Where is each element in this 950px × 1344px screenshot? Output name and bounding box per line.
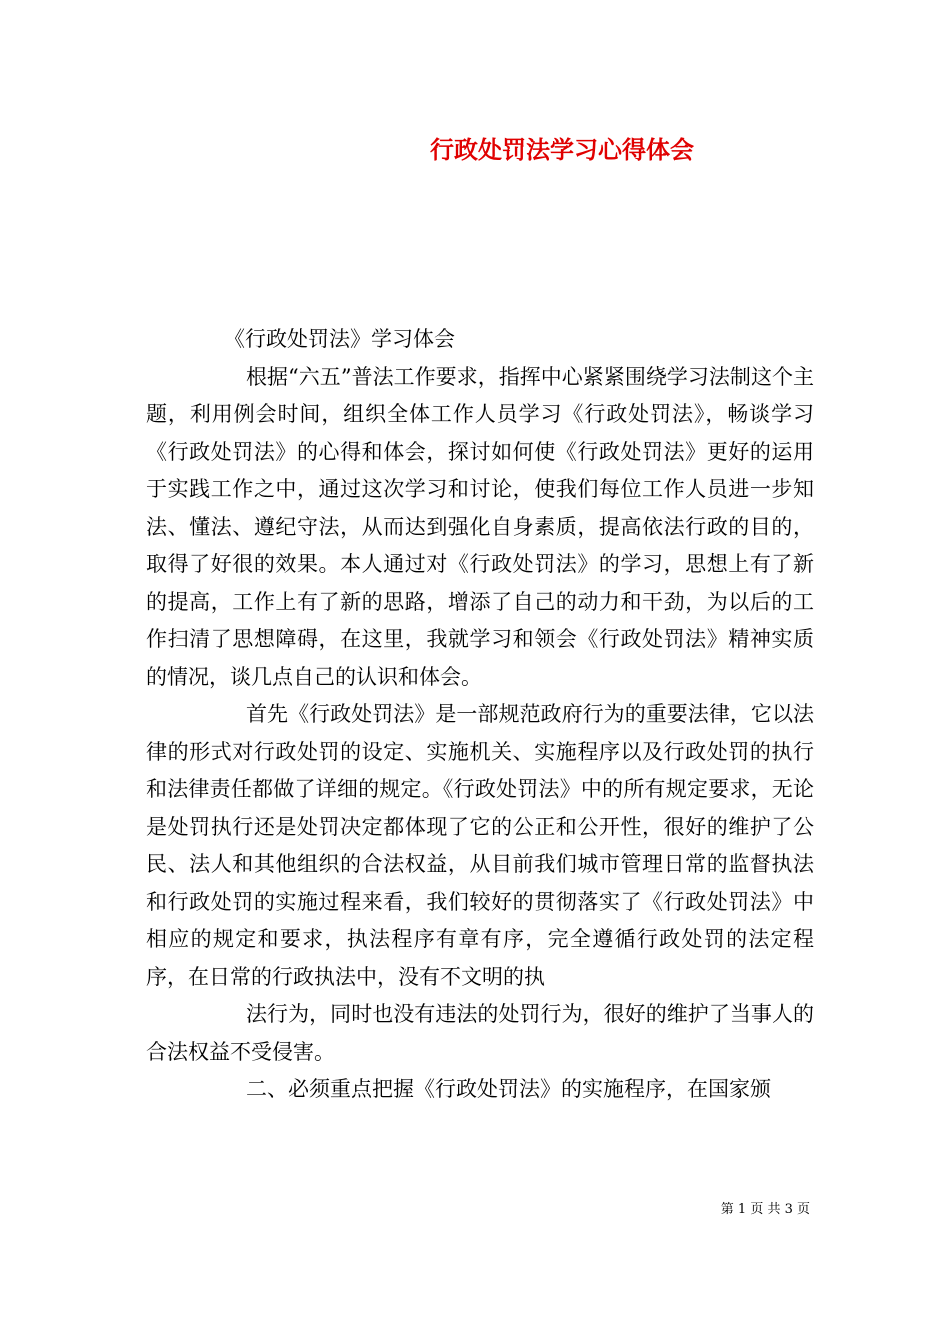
paragraph-4: 二、必须重点把握《行政处罚法》的实施程序，在国家颁	[246, 1077, 771, 1101]
section-heading: 《行政处罚法》学习体会	[224, 327, 455, 351]
document-body	[146, 321, 814, 1109]
paragraph-3: 法行为，同时也没有违法的处罚行为，很好的维护了当事人的合法权益不受侵害。	[146, 1002, 814, 1064]
paragraph-2: 首先《行政处罚法》是一部规范政府行为的重要法律，它以法律的形式对行政处罚的设定、实施机关、实施程序以及行政处罚的执行和法律责任都做了详细的规定。《行政处罚法》中的所有规定要求，无论是处罚执行还是处罚决定都体现了它的公正和公开性，很好的维护了公民、法人和其他组织的合法权益，从目前我们城市管理日常的监督执法和行政处罚的实施过程来看，我们较好的贯彻落实了《行政处罚法》中相应的规定和要求，执法程序有章有序，完全遵循行政处罚的法定程序，在日常的行政执法中，没有不文明的执	[146, 702, 814, 989]
page-number: 第 1 页 共 3 页	[720, 1202, 810, 1217]
document-title: 行政处罚法学习心得体会	[430, 135, 694, 164]
paragraph-1: 根据“六五”普法工作要求，指挥中心紧紧围绕学习法制这个主题，利用例会时间，组织全体工作人员学习《行政处罚法》，畅谈学习《行政处罚法》的心得和体会，探讨如何使《行政处罚法》更好的运用于实践工作之中，通过这次学习和讨论，使我们每位工作人员进一步知法、懂法、遵纪守法，从而达到强化自身素质，提高依法行政的目的，取得了好很的效果。本人通过对《行政处罚法》的学习，思想上有了新的提高，工作上有了新的思路，增添了自己的动力和干劲，为以后的工作扫清了思想障碍，在这里，我就学习和领会《行政处罚法》精神实质的情况，谈几点自己的认识和体会。	[146, 364, 814, 689]
